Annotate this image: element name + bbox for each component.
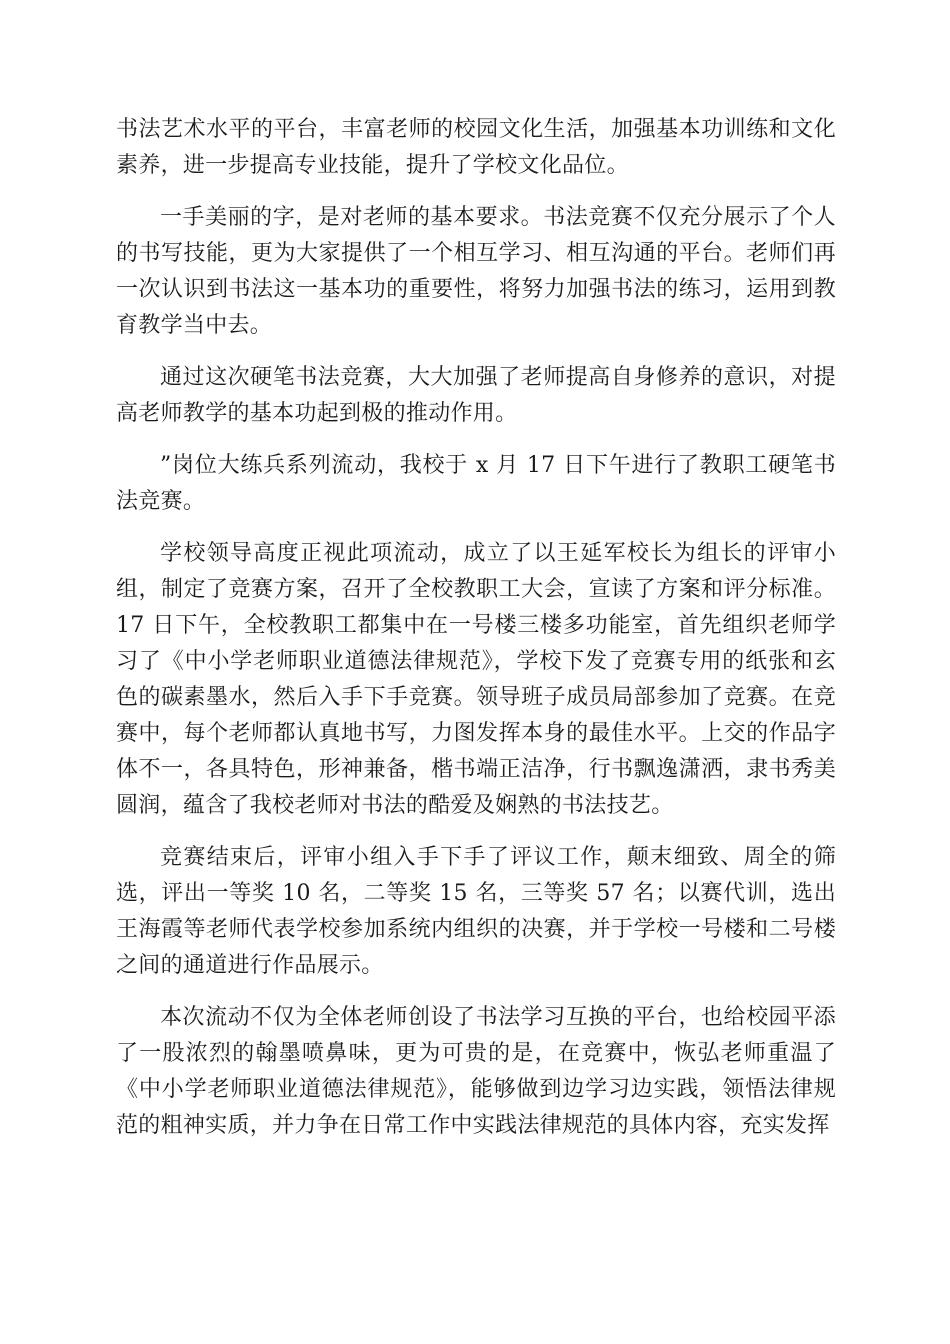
paragraph-1: 书法艺术水平的平台，丰富老师的校园文化生活，加强基本功训练和文化素养，进一步提高专业技能，提升了学校文化品位。 — [116, 117, 836, 178]
paragraph-2: 一手美丽的字，是对老师的基本要求。书法竞赛不仅充分展示了个人的书写技能，更为大家提供了一个相互学习、相互沟通的平台。老师们再一次认识到书法这一基本功的重要性，将努力加强书法的练习，运用到教育教学当中去。 — [116, 205, 836, 338]
document-body — [116, 112, 836, 1160]
paragraph-6: 竞赛结束后，评审小组入手下手了评议工作，颠末细致、周全的筛选，评出一等奖 10 名，二等奖 15 名，三等奖 57 名；以赛代训，选出王海霞等老师代表学校参加系统内组织的决赛，并于学校一号楼和二号楼之间的通道进行作品展示。 — [116, 845, 836, 978]
paragraph-3: 通过这次硬笔书法竞赛，大大加强了老师提高自身修养的意识，对提高老师教学的基本功起到极的推动作用。 — [116, 365, 836, 426]
paragraph-7: 本次流动不仅为全体老师创设了书法学习互换的平台，也给校园平添了一股浓烈的翰墨喷鼻味，更为可贵的是，在竞赛中，恢弘老师重温了《中小学老师职业道德法律规范》，能够做到边学习边实践，领悟法律规范的粗神实质，并力争在日常工作中实践法律规范的具体内容，充实发挥 — [116, 1005, 836, 1138]
paragraph-4: ”岗位大练兵系列流动，我校于 x 月 17 日下午进行了教职工硬笔书法竞赛。 — [116, 453, 836, 514]
paragraph-5: 学校领导高度正视此项流动，成立了以王延军校长为组长的评审小组，制定了竞赛方案，召开了全校教职工大会，宣读了方案和评分标准。17 日下午，全校教职工都集中在一号楼三楼多功能室，首先组织老师学习了《中小学老师职业道德法律规范》，学校下发了竞赛专用的纸张和玄色的碳素墨水，然后入手下手竞赛。领导班子成员局部参加了竞赛。在竞赛中，每个老师都认真地书写，力图发挥本身的最佳水平。上交的作品字体不一，各具特色，形神兼备，楷书端正洁净，行书飘逸潇洒，隶书秀美圆润，蕴含了我校老师对书法的酷爱及娴熟的书法技艺。 — [116, 541, 836, 818]
